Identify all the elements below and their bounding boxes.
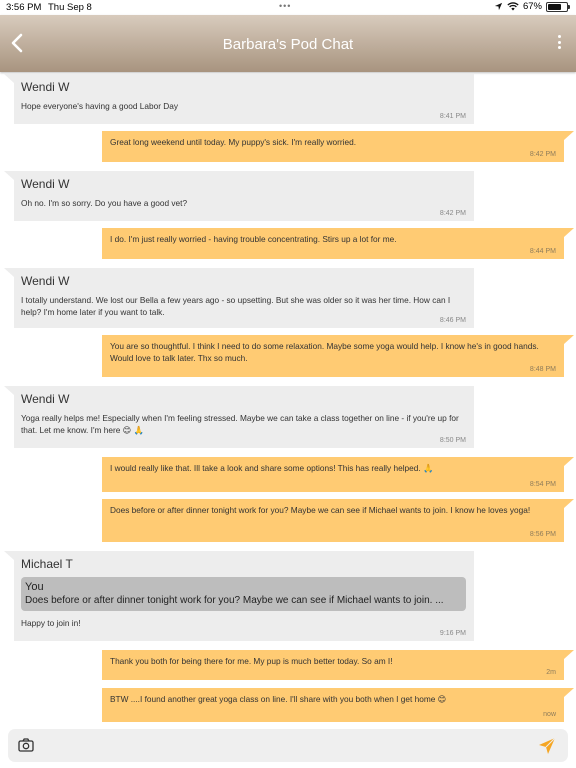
message-composer: [8, 729, 568, 762]
status-time: 3:56 PM: [6, 2, 42, 13]
status-date: Thu Sep 8: [48, 2, 92, 13]
message-outgoing: [102, 131, 564, 162]
quoted-message[interactable]: [21, 577, 466, 611]
more-options-icon[interactable]: [556, 35, 562, 53]
message-outgoing: [102, 499, 564, 542]
nav-bar: [0, 15, 576, 72]
message-text: Does before or after dinner tonight work for you? Maybe we can see if Michael wants to join. I know he loves yoga!: [110, 505, 531, 515]
message-sender: Michael T: [21, 557, 73, 571]
message-time: 8:41 PM: [439, 113, 466, 120]
message-time: 8:48 PM: [529, 366, 556, 373]
message-incoming: [14, 386, 474, 448]
message-text: You are so thoughtful. I think I need to do some relaxation. Maybe some yoga would help. I know he's in good hands. Would love to talk later. Thx so much.: [110, 341, 539, 363]
message-outgoing: [102, 335, 564, 377]
message-text: BTW ....I found another great yoga class on line. I'll share with you both when I get home 😊: [110, 694, 447, 704]
message-time: 8:42 PM: [529, 151, 556, 158]
message-outgoing: [102, 688, 564, 722]
message-text: I would really like that. Ill take a look and share some options! This has really helped. 🙏: [110, 463, 434, 473]
message-outgoing: [102, 457, 564, 492]
quoted-text: Does before or after dinner tonight work for you? Maybe we can see if Michael wants to join. ...: [25, 595, 444, 606]
multitasking-dots-icon[interactable]: •••: [279, 1, 292, 11]
message-time: 8:54 PM: [529, 481, 556, 488]
message-text: I do. I'm just really worried - having trouble concentrating. Stirs up a lot for me.: [110, 234, 397, 244]
message-text: Happy to join in!: [21, 618, 81, 628]
message-incoming-reply: [14, 551, 474, 641]
message-sender: Wendi W: [21, 392, 70, 406]
chat-title: Barbara's Pod Chat: [222, 36, 354, 53]
message-time: 9:16 PM: [439, 630, 466, 637]
status-bar: [0, 0, 576, 15]
message-incoming: [14, 171, 474, 221]
message-incoming: [14, 74, 474, 124]
message-sender: Wendi W: [21, 274, 70, 288]
message-time: 8:56 PM: [529, 531, 556, 538]
status-indicators: [494, 1, 568, 12]
message-time: 8:46 PM: [439, 317, 466, 324]
message-outgoing: [102, 650, 564, 680]
wifi-icon: [507, 2, 519, 11]
message-time: 8:42 PM: [439, 210, 466, 217]
send-icon[interactable]: [538, 737, 556, 755]
message-input[interactable]: [44, 735, 528, 758]
message-time: 8:50 PM: [439, 437, 466, 444]
message-text: Thank you both for being there for me. My pup is much better today. So am I!: [110, 656, 393, 666]
location-icon: [494, 2, 503, 11]
message-sender: Wendi W: [21, 177, 70, 191]
quoted-sender: You: [25, 581, 44, 593]
message-time: 8:44 PM: [529, 248, 556, 255]
message-time: now: [543, 711, 556, 718]
message-text: Yoga really helps me! Especially when I'm feeling stressed. Maybe we can take a class together on line - if you're up for that. Let me know. I'm here 😊 🙏: [21, 413, 459, 435]
message-text: Hope everyone's having a good Labor Day: [21, 101, 179, 111]
message-incoming: [14, 268, 474, 328]
message-sender: Wendi W: [21, 80, 70, 94]
battery-percent: 67%: [522, 1, 542, 12]
camera-icon[interactable]: [18, 738, 34, 752]
message-time: 2m: [546, 669, 556, 676]
battery-icon: [546, 2, 568, 12]
message-outgoing: [102, 228, 564, 259]
message-list[interactable]: [0, 72, 576, 722]
message-text: I totally understand. We lost our Bella a few years ago - so upsetting. But she was older so it was her time. How can I help? I'm home later if you want to talk.: [21, 295, 451, 317]
message-text: Oh no. I'm so sorry. Do you have a good vet?: [21, 198, 188, 208]
message-text: Great long weekend until today. My puppy's sick. I'm really worried.: [110, 137, 357, 147]
